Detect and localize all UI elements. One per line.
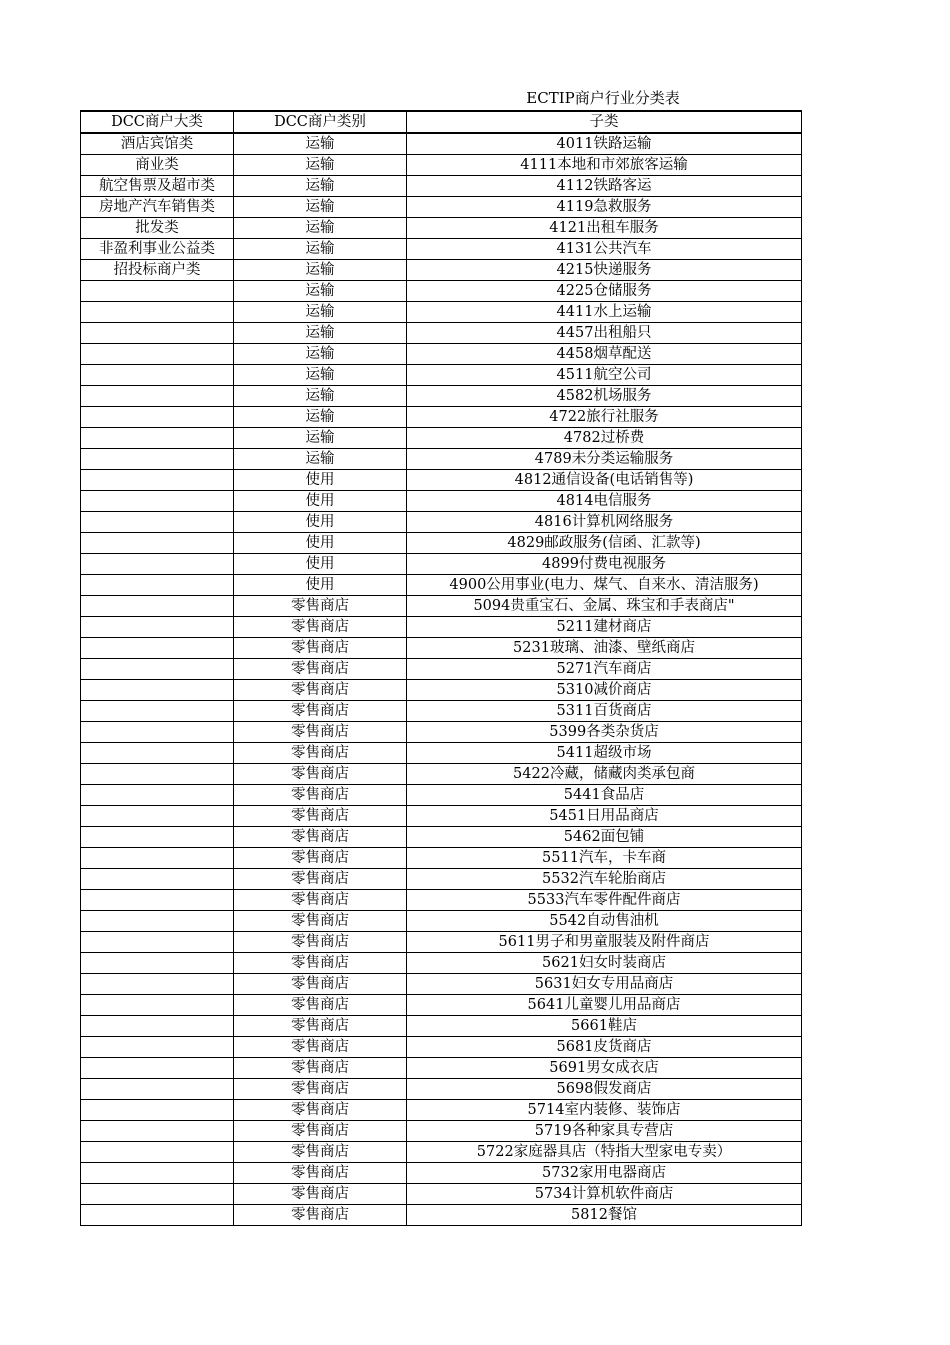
cell-subcategory: 5311百货商店 (407, 701, 802, 722)
cell-major-category (81, 617, 234, 638)
cell-major-category (81, 953, 234, 974)
cell-subcategory: 4812通信设备(电话销售等) (407, 470, 802, 491)
cell-major-category (81, 365, 234, 386)
table-body (81, 133, 802, 1226)
cell-major-category: 非盈利事业公益类 (81, 239, 234, 260)
table-row (81, 680, 802, 701)
cell-subcategory: 5422冷藏，储藏肉类承包商 (407, 764, 802, 785)
table-row (81, 323, 802, 344)
cell-category: 零售商店 (234, 701, 407, 722)
cell-major-category (81, 491, 234, 512)
cell-subcategory: 5271汽车商店 (407, 659, 802, 680)
table-row (81, 260, 802, 281)
table-row (81, 491, 802, 512)
cell-category: 运输 (234, 281, 407, 302)
cell-major-category (81, 512, 234, 533)
cell-subcategory: 4814电信服务 (407, 491, 802, 512)
cell-category: 零售商店 (234, 722, 407, 743)
cell-major-category (81, 470, 234, 491)
cell-subcategory: 4722旅行社服务 (407, 407, 802, 428)
cell-subcategory: 5611男子和男童服装及附件商店 (407, 932, 802, 953)
cell-major-category (81, 407, 234, 428)
cell-major-category: 批发类 (81, 218, 234, 239)
cell-major-category (81, 848, 234, 869)
table-row (81, 764, 802, 785)
cell-major-category (81, 785, 234, 806)
table-row (81, 554, 802, 575)
cell-major-category (81, 1016, 234, 1037)
cell-subcategory: 4899付费电视服务 (407, 554, 802, 575)
cell-category: 零售商店 (234, 995, 407, 1016)
cell-category: 零售商店 (234, 617, 407, 638)
table-row (81, 617, 802, 638)
cell-category: 零售商店 (234, 638, 407, 659)
table-row (81, 197, 802, 218)
cell-category: 零售商店 (234, 785, 407, 806)
merchant-category-table (80, 110, 802, 1226)
table-row (81, 722, 802, 743)
cell-category: 零售商店 (234, 932, 407, 953)
table-row (81, 428, 802, 449)
table-row (81, 449, 802, 470)
table-row (81, 1121, 802, 1142)
table-row (81, 974, 802, 995)
cell-category: 零售商店 (234, 1184, 407, 1205)
cell-major-category (81, 974, 234, 995)
cell-major-category (81, 428, 234, 449)
table-row (81, 365, 802, 386)
cell-subcategory: 5211建材商店 (407, 617, 802, 638)
cell-subcategory: 4457出租船只 (407, 323, 802, 344)
cell-major-category (81, 806, 234, 827)
cell-category: 运输 (234, 302, 407, 323)
table-row (81, 785, 802, 806)
cell-subcategory: 5714室内装修、装饰店 (407, 1100, 802, 1121)
table-row (81, 1142, 802, 1163)
cell-category: 运输 (234, 407, 407, 428)
cell-subcategory: 5542自动售油机 (407, 911, 802, 932)
cell-subcategory: 5631妇女专用品商店 (407, 974, 802, 995)
cell-subcategory: 4011铁路运输 (407, 133, 802, 155)
cell-subcategory: 4458烟草配送 (407, 344, 802, 365)
cell-category: 零售商店 (234, 974, 407, 995)
cell-major-category (81, 911, 234, 932)
cell-major-category (81, 1121, 234, 1142)
table-row (81, 743, 802, 764)
cell-category: 运输 (234, 365, 407, 386)
cell-category: 零售商店 (234, 1205, 407, 1226)
cell-major-category: 招投标商户类 (81, 260, 234, 281)
cell-major-category (81, 1058, 234, 1079)
table-row (81, 995, 802, 1016)
cell-category: 零售商店 (234, 596, 407, 617)
table-row (81, 512, 802, 533)
table-row (81, 827, 802, 848)
cell-major-category (81, 554, 234, 575)
cell-major-category (81, 827, 234, 848)
cell-major-category (81, 995, 234, 1016)
cell-major-category (81, 869, 234, 890)
cell-subcategory: 5511汽车，卡车商 (407, 848, 802, 869)
cell-subcategory: 4816计算机网络服务 (407, 512, 802, 533)
cell-category: 运输 (234, 176, 407, 197)
table-row (81, 470, 802, 491)
cell-major-category (81, 344, 234, 365)
cell-category: 运输 (234, 155, 407, 176)
cell-subcategory: 5532汽车轮胎商店 (407, 869, 802, 890)
cell-category: 使用 (234, 491, 407, 512)
header-subcategory: 子类 (407, 111, 802, 133)
table-row (81, 848, 802, 869)
cell-major-category (81, 575, 234, 596)
table-row (81, 155, 802, 176)
cell-category: 使用 (234, 470, 407, 491)
cell-category: 零售商店 (234, 911, 407, 932)
cell-subcategory: 5621妇女时装商店 (407, 953, 802, 974)
cell-category: 运输 (234, 133, 407, 155)
cell-category: 零售商店 (234, 1058, 407, 1079)
cell-category: 使用 (234, 533, 407, 554)
cell-subcategory: 4121出租车服务 (407, 218, 802, 239)
table-row (81, 1037, 802, 1058)
cell-subcategory: 5094贵重宝石、金属、珠宝和手表商店" (407, 596, 802, 617)
cell-category: 运输 (234, 218, 407, 239)
cell-major-category (81, 701, 234, 722)
cell-category: 零售商店 (234, 890, 407, 911)
cell-major-category (81, 638, 234, 659)
table-row (81, 281, 802, 302)
table-row (81, 1058, 802, 1079)
table-row (81, 890, 802, 911)
cell-major-category (81, 1205, 234, 1226)
table-row (81, 869, 802, 890)
cell-subcategory: 5722家庭器具店（特指大型家电专卖） (407, 1142, 802, 1163)
cell-subcategory: 5734计算机软件商店 (407, 1184, 802, 1205)
cell-category: 运输 (234, 449, 407, 470)
cell-category: 零售商店 (234, 953, 407, 974)
cell-subcategory: 5681皮货商店 (407, 1037, 802, 1058)
cell-subcategory: 4900公用事业(电力、煤气、自来水、清洁服务) (407, 575, 802, 596)
cell-major-category (81, 302, 234, 323)
cell-category: 零售商店 (234, 848, 407, 869)
table-row (81, 386, 802, 407)
cell-category: 零售商店 (234, 764, 407, 785)
cell-category: 使用 (234, 554, 407, 575)
cell-subcategory: 5533汽车零件配件商店 (407, 890, 802, 911)
table-row (81, 911, 802, 932)
cell-major-category: 房地产汽车销售类 (81, 197, 234, 218)
cell-subcategory: 4225仓储服务 (407, 281, 802, 302)
header-major-category: DCC商户大类 (81, 111, 234, 133)
cell-subcategory: 5462面包铺 (407, 827, 802, 848)
cell-subcategory: 4215快递服务 (407, 260, 802, 281)
cell-major-category (81, 449, 234, 470)
cell-category: 零售商店 (234, 1079, 407, 1100)
cell-category: 使用 (234, 575, 407, 596)
cell-subcategory: 4782过桥费 (407, 428, 802, 449)
cell-subcategory: 4111本地和市郊旅客运输 (407, 155, 802, 176)
cell-subcategory: 5441食品店 (407, 785, 802, 806)
cell-category: 零售商店 (234, 1016, 407, 1037)
cell-major-category (81, 596, 234, 617)
cell-category: 使用 (234, 512, 407, 533)
table-row (81, 302, 802, 323)
cell-major-category (81, 1037, 234, 1058)
cell-subcategory: 5812餐馆 (407, 1205, 802, 1226)
cell-subcategory: 4112铁路客运 (407, 176, 802, 197)
cell-category: 运输 (234, 386, 407, 407)
cell-subcategory: 4829邮政服务(信函、汇款等) (407, 533, 802, 554)
cell-major-category (81, 1079, 234, 1100)
cell-major-category (81, 1163, 234, 1184)
table-row (81, 701, 802, 722)
cell-subcategory: 5310减价商店 (407, 680, 802, 701)
cell-category: 零售商店 (234, 1121, 407, 1142)
cell-major-category (81, 932, 234, 953)
cell-subcategory: 4119急救服务 (407, 197, 802, 218)
cell-subcategory: 4511航空公司 (407, 365, 802, 386)
table-row (81, 1163, 802, 1184)
table-row (81, 176, 802, 197)
cell-category: 运输 (234, 323, 407, 344)
cell-subcategory: 4789未分类运输服务 (407, 449, 802, 470)
cell-subcategory: 4582机场服务 (407, 386, 802, 407)
cell-subcategory: 5411超级市场 (407, 743, 802, 764)
cell-subcategory: 5399各类杂货店 (407, 722, 802, 743)
table-row (81, 953, 802, 974)
header-row (81, 111, 802, 133)
cell-subcategory: 5719各种家具专营店 (407, 1121, 802, 1142)
cell-major-category (81, 281, 234, 302)
cell-major-category (81, 1100, 234, 1121)
cell-subcategory: 5691男女成衣店 (407, 1058, 802, 1079)
table-row (81, 533, 802, 554)
table-row (81, 575, 802, 596)
table-row (81, 638, 802, 659)
cell-major-category (81, 323, 234, 344)
cell-category: 零售商店 (234, 1037, 407, 1058)
cell-subcategory: 5661鞋店 (407, 1016, 802, 1037)
table-row (81, 1205, 802, 1226)
table-row (81, 1016, 802, 1037)
cell-major-category: 酒店宾馆类 (81, 133, 234, 155)
cell-major-category: 航空售票及超市类 (81, 176, 234, 197)
cell-major-category (81, 722, 234, 743)
cell-category: 零售商店 (234, 1100, 407, 1121)
cell-subcategory: 5641儿童婴儿用品商店 (407, 995, 802, 1016)
cell-category: 零售商店 (234, 869, 407, 890)
table-row (81, 659, 802, 680)
cell-major-category (81, 533, 234, 554)
table-row (81, 239, 802, 260)
cell-category: 运输 (234, 197, 407, 218)
table-row (81, 806, 802, 827)
cell-subcategory: 4411水上运输 (407, 302, 802, 323)
cell-subcategory: 5732家用电器商店 (407, 1163, 802, 1184)
cell-subcategory: 5698假发商店 (407, 1079, 802, 1100)
table-row (81, 1100, 802, 1121)
table-row (81, 218, 802, 239)
cell-major-category (81, 386, 234, 407)
table-row (81, 407, 802, 428)
table-row (81, 932, 802, 953)
cell-major-category (81, 743, 234, 764)
cell-subcategory: 5231玻璃、油漆、壁纸商店 (407, 638, 802, 659)
cell-major-category (81, 764, 234, 785)
cell-category: 运输 (234, 260, 407, 281)
cell-category: 运输 (234, 344, 407, 365)
table-row (81, 1184, 802, 1205)
cell-subcategory: 4131公共汽车 (407, 239, 802, 260)
cell-major-category (81, 659, 234, 680)
cell-category: 运输 (234, 428, 407, 449)
cell-category: 零售商店 (234, 680, 407, 701)
sheet-title: ECTIP商户行业分类表 (526, 89, 680, 107)
cell-category: 零售商店 (234, 827, 407, 848)
cell-category: 运输 (234, 239, 407, 260)
table-row (81, 133, 802, 155)
cell-major-category: 商业类 (81, 155, 234, 176)
table-row (81, 344, 802, 365)
table-row (81, 596, 802, 617)
header-category: DCC商户类别 (234, 111, 407, 133)
cell-category: 零售商店 (234, 743, 407, 764)
cell-subcategory: 5451日用品商店 (407, 806, 802, 827)
cell-category: 零售商店 (234, 659, 407, 680)
cell-major-category (81, 890, 234, 911)
cell-major-category (81, 1142, 234, 1163)
cell-major-category (81, 680, 234, 701)
cell-category: 零售商店 (234, 1163, 407, 1184)
cell-major-category (81, 1184, 234, 1205)
cell-category: 零售商店 (234, 806, 407, 827)
table-row (81, 1079, 802, 1100)
cell-category: 零售商店 (234, 1142, 407, 1163)
